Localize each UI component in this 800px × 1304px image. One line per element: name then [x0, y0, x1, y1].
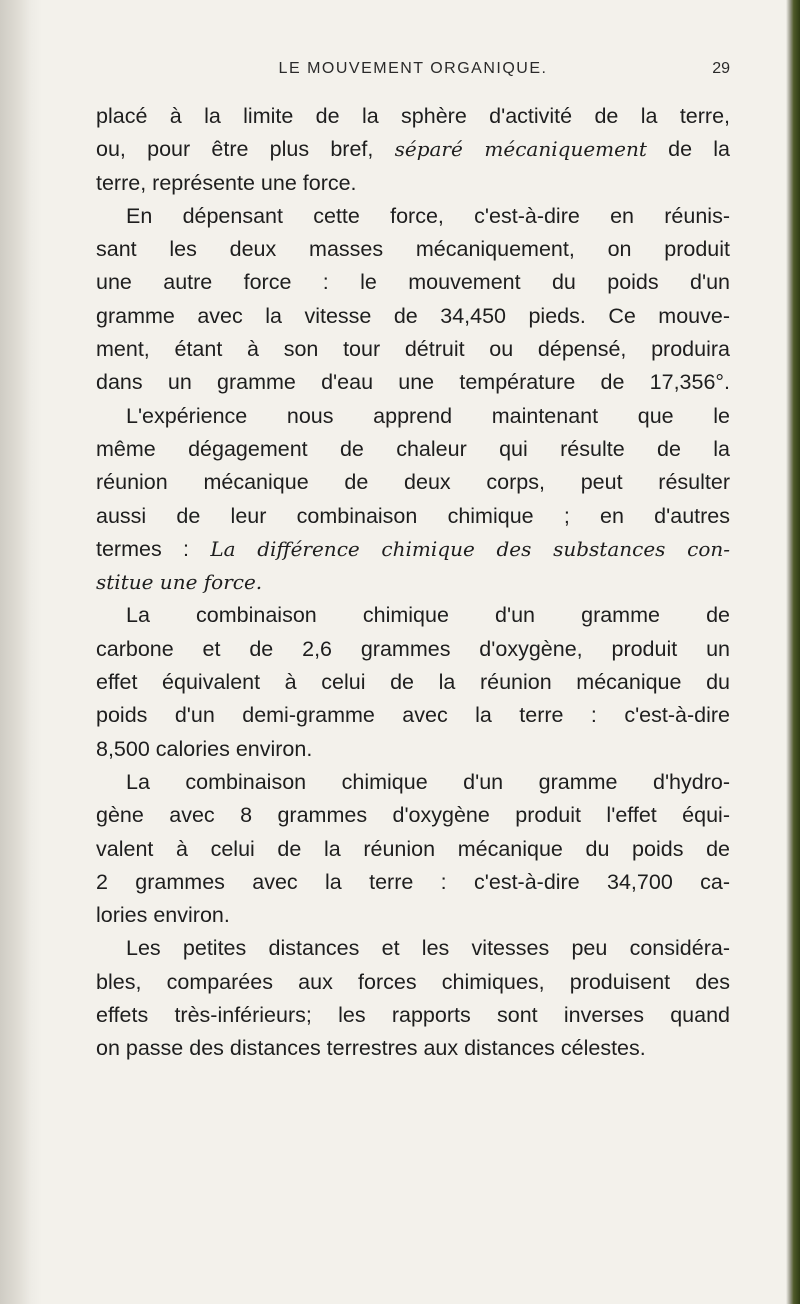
- text-line: lories environ.: [96, 903, 230, 928]
- text-line: on passe des distances terrestres aux distances célestes.: [96, 1036, 646, 1061]
- text-line: une autre force : le mouvement du poids d'un: [96, 270, 730, 295]
- text-line: terre, représente une force.: [96, 170, 357, 195]
- text-line: réunion mécanique de deux corps, peut résulter: [96, 470, 730, 495]
- page-gutter-shadow: [0, 0, 42, 1304]
- text-line: placé à la limite de la sphère d'activité de la terre,: [96, 104, 730, 128]
- text-line: L'expérience nous apprend maintenant que le: [126, 403, 730, 428]
- text-line: 2 grammes avec la terre : c'est-à-dire 34,700 ca-: [96, 869, 730, 894]
- text-line: aussi de leur combinaison chimique ; en d'autres: [96, 503, 730, 528]
- text-line: carbone et de 2,6 grammes d'oxygène, produit un: [96, 636, 730, 661]
- text-line: sant les deux masses mécaniquement, on produit: [96, 237, 730, 262]
- text-line: même dégagement de chaleur qui résulte de la: [96, 436, 730, 461]
- text-line: ou, pour être plus bref, séparé mécaniquement de la: [96, 137, 730, 162]
- text-line: Les petites distances et les vitesses peu considéra-: [126, 936, 730, 961]
- text-line: termes : La différence chimique des substances con-: [96, 536, 730, 561]
- text-line: La combinaison chimique d'un gramme d'hydro-: [126, 769, 730, 794]
- text-line: stitue une force.: [96, 570, 263, 595]
- text-line: La combinaison chimique d'un gramme de: [126, 603, 730, 628]
- text-line: bles, comparées aux forces chimiques, produisent des: [96, 969, 730, 994]
- text-line: dans un gramme d'eau une température de 17,356°.: [96, 370, 730, 395]
- text-line: effets très-inférieurs; les rapports sont inverses quand: [96, 1003, 730, 1028]
- running-title: LE MOUVEMENT ORGANIQUE.: [278, 60, 548, 77]
- page-number: 29: [712, 60, 730, 77]
- text-line: ment, étant à son tour détruit ou dépensé, produira: [96, 337, 730, 362]
- text-line: effet équivalent à celui de la réunion mécanique du: [96, 670, 730, 695]
- page-edge: [786, 0, 800, 1304]
- text-line: poids d'un demi-gramme avec la terre : c'est-à-dire: [96, 703, 730, 728]
- body-text: [96, 100, 730, 1066]
- text-line: valent à celui de la réunion mécanique du poids de: [96, 836, 730, 861]
- running-head: [96, 60, 730, 82]
- text-line: gène avec 8 grammes d'oxygène produit l'effet équi-: [96, 803, 730, 828]
- text-line: 8,500 calories environ.: [96, 736, 313, 761]
- text-line: En dépensant cette force, c'est-à-dire en réunis-: [126, 203, 730, 228]
- text-line: gramme avec la vitesse de 34,450 pieds. Ce mouve-: [96, 303, 730, 328]
